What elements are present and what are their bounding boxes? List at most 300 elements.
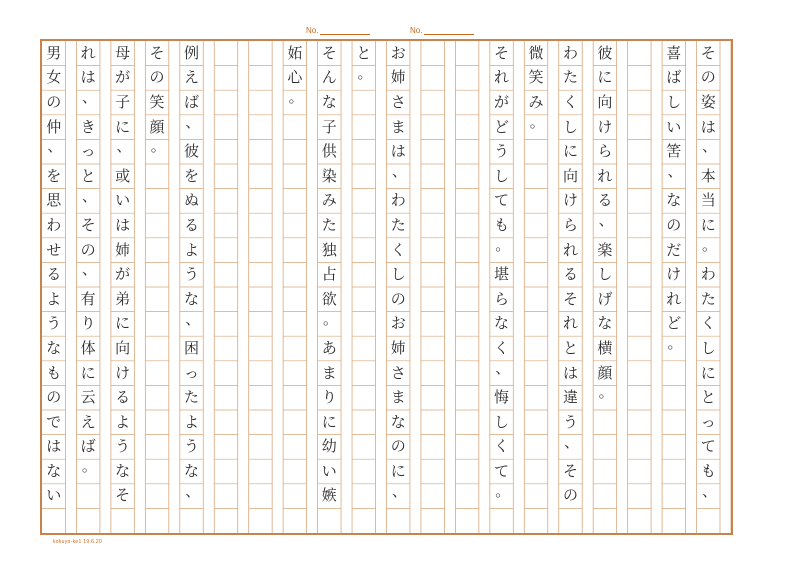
manuscript-cell — [455, 508, 478, 533]
manuscript-cell: お — [390, 314, 406, 333]
manuscript-cell — [662, 410, 685, 435]
manuscript-cell: 。 — [357, 63, 373, 82]
manuscript-cell — [421, 410, 444, 435]
manuscript-cell — [628, 238, 651, 263]
manuscript-cell: う — [46, 314, 62, 333]
manuscript-cell — [421, 312, 444, 337]
manuscript-cell — [524, 484, 547, 509]
manuscript-cell: は — [115, 215, 131, 234]
manuscript-cell: る — [562, 265, 578, 284]
manuscript-cell — [352, 312, 375, 337]
manuscript-cell — [421, 139, 444, 164]
manuscript-cell: あ — [321, 338, 337, 357]
manuscript-cell — [524, 189, 547, 214]
manuscript-cell: わ — [562, 43, 578, 62]
manuscript-cell: 。 — [81, 457, 97, 476]
manuscript-cell: ど — [494, 117, 510, 136]
manuscript-cell: し — [562, 117, 578, 136]
manuscript-cell: 、 — [81, 260, 97, 279]
manuscript-cell: た — [390, 215, 406, 234]
manuscript-cell — [214, 90, 237, 115]
manuscript-cell: け — [562, 191, 578, 210]
manuscript-cell: 。 — [529, 112, 545, 131]
manuscript-cell: 。 — [323, 309, 339, 328]
manuscript-cell — [283, 189, 306, 214]
manuscript-cell: も — [494, 215, 510, 234]
manuscript-cell: く — [700, 314, 716, 333]
manuscript-column — [387, 41, 410, 533]
manuscript-cell — [455, 238, 478, 263]
manuscript-cell — [455, 287, 478, 312]
manuscript-column — [180, 41, 203, 533]
manuscript-cell: ら — [494, 289, 510, 308]
manuscript-cell — [559, 508, 582, 533]
manuscript-cell — [421, 484, 444, 509]
manuscript-cell: ま — [390, 117, 406, 136]
manuscript-cell: れ — [562, 240, 578, 259]
manuscript-cell — [352, 385, 375, 410]
manuscript-cell — [662, 435, 685, 460]
manuscript-cell — [421, 213, 444, 238]
manuscript-column — [455, 41, 478, 533]
manuscript-cell — [283, 410, 306, 435]
manuscript-cell — [249, 385, 272, 410]
manuscript-cell — [593, 435, 616, 460]
manuscript-cell: く — [494, 338, 510, 357]
manuscript-cell — [214, 459, 237, 484]
manuscript-cell: は — [562, 363, 578, 382]
manuscript-cell: さ — [390, 92, 406, 111]
manuscript-cell — [283, 459, 306, 484]
manuscript-cell: の — [700, 68, 716, 87]
manuscript-cell: な — [184, 289, 200, 308]
manuscript-cell: 。 — [495, 235, 511, 254]
manuscript-cell: た — [321, 215, 337, 234]
manuscript-cell: 顔 — [597, 363, 613, 382]
manuscript-cell — [524, 361, 547, 386]
number-line-1 — [320, 26, 370, 35]
manuscript-cell: 、 — [47, 137, 63, 156]
manuscript-cell — [249, 115, 272, 140]
manuscript-cell: 。 — [288, 88, 304, 107]
manuscript-cell — [352, 435, 375, 460]
manuscript-cell — [283, 213, 306, 238]
manuscript-cell: 染 — [321, 166, 337, 185]
manuscript-cell — [283, 484, 306, 509]
manuscript-cell — [76, 508, 99, 533]
manuscript-column — [662, 41, 685, 533]
manuscript-cell: う — [184, 437, 200, 456]
manuscript-cell: 、 — [598, 211, 614, 230]
manuscript-cell — [352, 336, 375, 361]
manuscript-cell — [352, 508, 375, 533]
manuscript-cell: 姉 — [390, 338, 406, 357]
manuscript-cell: 向 — [562, 166, 578, 185]
manuscript-cell: ば — [80, 437, 96, 456]
manuscript-cell — [628, 484, 651, 509]
manuscript-cell — [145, 459, 168, 484]
manuscript-cell: に — [700, 215, 716, 234]
manuscript-cell: 幼 — [321, 437, 337, 456]
manuscript-cell — [249, 213, 272, 238]
manuscript-cell — [352, 361, 375, 386]
manuscript-cell: し — [597, 265, 613, 284]
manuscript-cell: な — [115, 461, 131, 480]
manuscript-cell: よ — [115, 412, 131, 431]
manuscript-cell: さ — [390, 363, 406, 382]
manuscript-cell — [387, 508, 410, 533]
manuscript-cell — [249, 508, 272, 533]
manuscript-cell — [145, 410, 168, 435]
manuscript-cell — [352, 164, 375, 189]
manuscript-cell: の — [390, 437, 406, 456]
manuscript-cell — [145, 508, 168, 533]
manuscript-cell: 顔 — [149, 117, 165, 136]
manuscript-cell — [662, 508, 685, 533]
manuscript-cell — [352, 238, 375, 263]
manuscript-cell: 楽 — [597, 240, 613, 259]
manuscript-cell — [249, 410, 272, 435]
manuscript-cell: え — [80, 412, 96, 431]
manuscript-cell: け — [115, 363, 131, 382]
manuscript-cell — [628, 115, 651, 140]
manuscript-cell: 子 — [115, 92, 131, 111]
manuscript-cell: 違 — [562, 388, 578, 407]
manuscript-cell: げ — [597, 289, 613, 308]
manuscript-cell: 男 — [46, 43, 62, 62]
manuscript-cell: と — [80, 166, 96, 185]
manuscript-column — [524, 41, 547, 533]
manuscript-cell — [180, 508, 203, 533]
manuscript-cell: ど — [666, 314, 682, 333]
manuscript-cell — [145, 336, 168, 361]
manuscript-cell: る — [115, 388, 131, 407]
manuscript-cell: 女 — [46, 68, 62, 87]
manuscript-cell — [249, 238, 272, 263]
manuscript-cell: う — [184, 265, 200, 284]
manuscript-cell: な — [666, 191, 682, 210]
manuscript-cell — [593, 484, 616, 509]
manuscript-cell — [111, 508, 134, 533]
manuscript-cell: の — [390, 289, 406, 308]
manuscript-cell: 微 — [528, 43, 544, 62]
manuscript-cell — [283, 385, 306, 410]
manuscript-cell: に — [321, 412, 337, 431]
manuscript-cell: 云 — [80, 388, 96, 407]
manuscript-cell: 占 — [321, 265, 337, 284]
manuscript-cell: い — [115, 191, 131, 210]
manuscript-column — [490, 41, 513, 533]
manuscript-cell: れ — [597, 166, 613, 185]
manuscript-cell: 有 — [80, 289, 96, 308]
manuscript-cell — [628, 459, 651, 484]
manuscript-cell — [455, 41, 478, 66]
manuscript-cell: 、 — [81, 88, 97, 107]
manuscript-cell: え — [184, 68, 200, 87]
manuscript-cell — [283, 139, 306, 164]
manuscript-cell: し — [666, 92, 682, 111]
manuscript-cell: な — [184, 461, 200, 480]
manuscript-cell — [524, 213, 547, 238]
manuscript-cell — [421, 238, 444, 263]
manuscript-cell: 彼 — [184, 142, 200, 161]
manuscript-cell: れ — [666, 289, 682, 308]
manuscript-cell — [214, 361, 237, 386]
manuscript-cell — [214, 410, 237, 435]
manuscript-cell: 困 — [184, 338, 200, 357]
manuscript-cell: 母 — [115, 43, 131, 62]
manuscript-column — [214, 41, 237, 533]
manuscript-cell — [593, 508, 616, 533]
manuscript-cell — [455, 139, 478, 164]
manuscript-cell — [249, 189, 272, 214]
manuscript-cell: く — [494, 437, 510, 456]
manuscript-cell — [455, 361, 478, 386]
manuscript-cell: い — [321, 461, 337, 480]
manuscript-cell — [352, 410, 375, 435]
manuscript-cell — [421, 459, 444, 484]
manuscript-cell: 妬 — [287, 43, 303, 62]
manuscript-cell: て — [700, 437, 716, 456]
manuscript-cell — [249, 435, 272, 460]
manuscript-cell: ら — [597, 142, 613, 161]
manuscript-cell: 筈 — [666, 142, 682, 161]
manuscript-cell: が — [115, 68, 131, 87]
manuscript-cell — [249, 287, 272, 312]
manuscript-cell: り — [321, 388, 337, 407]
manuscript-cell — [249, 164, 272, 189]
manuscript-cell: は — [46, 437, 62, 456]
manuscript-cell — [214, 508, 237, 533]
manuscript-cell — [455, 66, 478, 91]
manuscript-cell: の — [562, 486, 578, 505]
manuscript-cell: 当 — [700, 191, 716, 210]
manuscript-cell — [249, 90, 272, 115]
manuscript-cell — [524, 139, 547, 164]
manuscript-cell — [490, 508, 513, 533]
manuscript-cell — [628, 164, 651, 189]
manuscript-cell: し — [494, 166, 510, 185]
manuscript-cell: っ — [700, 412, 716, 431]
manuscript-cell — [628, 312, 651, 337]
manuscript-cell — [662, 459, 685, 484]
manuscript-cell: を — [46, 166, 62, 185]
manuscript-cell: 姿 — [700, 92, 716, 111]
manuscript-cell: そ — [149, 43, 165, 62]
manuscript-cell: よ — [184, 412, 200, 431]
manuscript-cell: 嫉 — [321, 486, 337, 505]
manuscript-cell — [524, 312, 547, 337]
manuscript-cell — [421, 287, 444, 312]
manuscript-cell — [628, 336, 651, 361]
manuscript-cell — [352, 115, 375, 140]
manuscript-cell: そ — [562, 461, 578, 480]
manuscript-cell: 、 — [564, 432, 580, 451]
manuscript-cell: な — [390, 412, 406, 431]
manuscript-cell: も — [700, 461, 716, 480]
manuscript-cell: っ — [184, 363, 200, 382]
manuscript-cell: り — [80, 314, 96, 333]
manuscript-cell — [455, 484, 478, 509]
manuscript-cell: に — [390, 461, 406, 480]
manuscript-cell: 体 — [80, 338, 96, 357]
manuscript-cell: る — [597, 191, 613, 210]
manuscript-cell: そ — [700, 43, 716, 62]
manuscript-cell: の — [666, 215, 682, 234]
number-line-2 — [424, 26, 474, 35]
manuscript-cell: は — [80, 68, 96, 87]
manuscript-cell: 。 — [701, 235, 717, 254]
manuscript-cell — [249, 66, 272, 91]
manuscript-cell — [593, 459, 616, 484]
manuscript-cell: く — [562, 92, 578, 111]
manuscript-cell — [249, 484, 272, 509]
manuscript-cell: 笑 — [528, 68, 544, 87]
manuscript-cell — [283, 336, 306, 361]
manuscript-cell — [455, 189, 478, 214]
manuscript-cell: 、 — [391, 481, 407, 500]
manuscript-cell — [628, 385, 651, 410]
manuscript-cell — [628, 66, 651, 91]
manuscript-cell — [455, 410, 478, 435]
manuscript-cell: そ — [115, 486, 131, 505]
manuscript-cell: く — [390, 240, 406, 259]
manuscript-cell: ま — [390, 388, 406, 407]
manuscript-cell — [214, 66, 237, 91]
manuscript-cell: の — [46, 92, 62, 111]
manuscript-cell: と — [356, 43, 372, 62]
manuscript-cell: 思 — [46, 191, 62, 210]
manuscript-cell — [214, 189, 237, 214]
manuscript-cell — [628, 41, 651, 66]
manuscript-cell: い — [666, 117, 682, 136]
manuscript-cell: 供 — [321, 142, 337, 161]
manuscript-cell — [421, 361, 444, 386]
manuscript-cell: ば — [184, 92, 200, 111]
manuscript-cell: わ — [700, 265, 716, 284]
manuscript-cell: ら — [562, 215, 578, 234]
manuscript-cell — [421, 90, 444, 115]
manuscript-cell — [249, 336, 272, 361]
manuscript-cell — [628, 139, 651, 164]
manuscript-cell: う — [494, 142, 510, 161]
manuscript-cell: の — [149, 68, 165, 87]
manuscript-cell: 堪 — [494, 265, 510, 284]
manuscript-cell: て — [494, 461, 510, 480]
manuscript-cell — [145, 238, 168, 263]
manuscript-cell: が — [115, 265, 131, 284]
manuscript-cell — [524, 410, 547, 435]
manuscript-cell — [145, 262, 168, 287]
manuscript-cell: 、 — [701, 137, 717, 156]
manuscript-cell — [662, 385, 685, 410]
manuscript-cell — [455, 164, 478, 189]
manuscript-cell: し — [494, 412, 510, 431]
manuscript-cell: 本 — [700, 166, 716, 185]
manuscript-column — [352, 41, 375, 533]
manuscript-cell: 悔 — [494, 388, 510, 407]
manuscript-cell: と — [700, 388, 716, 407]
number-label-1: No. — [306, 26, 319, 35]
manuscript-cell: 、 — [667, 161, 683, 180]
manuscript-cell: の — [46, 388, 62, 407]
manuscript-cell — [249, 459, 272, 484]
manuscript-cell: そ — [80, 215, 96, 234]
manuscript-cell: 、 — [185, 112, 201, 131]
manuscript-cell — [145, 164, 168, 189]
manuscript-cell: し — [390, 265, 406, 284]
manuscript-cell — [352, 213, 375, 238]
manuscript-cell — [455, 459, 478, 484]
manuscript-cell: な — [597, 314, 613, 333]
manuscript-cell — [352, 90, 375, 115]
manuscript-cell: み — [528, 92, 544, 111]
manuscript-cell: き — [80, 117, 96, 136]
manuscript-cell — [628, 189, 651, 214]
manuscript-column — [145, 41, 168, 533]
manuscript-cell — [628, 262, 651, 287]
manuscript-cell — [145, 435, 168, 460]
manuscript-cell — [697, 508, 720, 533]
manuscript-cell: る — [184, 215, 200, 234]
manuscript-cell — [455, 385, 478, 410]
manuscript-cell — [455, 435, 478, 460]
manuscript-cell: 独 — [321, 240, 337, 259]
manuscript-cell: 。 — [667, 334, 683, 353]
manuscript-cell: に — [562, 142, 578, 161]
manuscript-cell — [421, 262, 444, 287]
manuscript-cell — [421, 435, 444, 460]
manuscript-cell — [214, 213, 237, 238]
manuscript-cell: ぬ — [184, 191, 200, 210]
manuscript-cell — [283, 238, 306, 263]
manuscript-cell: っ — [80, 142, 96, 161]
manuscript-cell: う — [562, 412, 578, 431]
manuscript-cell — [628, 213, 651, 238]
manuscript-cell — [524, 459, 547, 484]
manuscript-cell: を — [184, 166, 200, 185]
manuscript-cell: が — [494, 92, 510, 111]
manuscript-cell — [214, 41, 237, 66]
manuscript-cell: う — [115, 437, 131, 456]
manuscript-cell: に — [700, 363, 716, 382]
number-label-2: No. — [410, 26, 423, 35]
manuscript-cell — [524, 164, 547, 189]
manuscript-cell — [421, 385, 444, 410]
manuscript-cell — [145, 385, 168, 410]
manuscript-cell — [455, 213, 478, 238]
manuscript-cell: な — [46, 338, 62, 357]
number-field-2 — [410, 26, 474, 40]
manuscript-cell: も — [46, 363, 62, 382]
manuscript-cell — [524, 262, 547, 287]
manuscript-cell — [214, 484, 237, 509]
manuscript-cell: し — [700, 338, 716, 357]
manuscript-cell: 、 — [81, 186, 97, 205]
manuscript-cell: わ — [390, 191, 406, 210]
manuscript-cell: け — [666, 265, 682, 284]
manuscript-cell: 向 — [597, 92, 613, 111]
manuscript-cell — [455, 312, 478, 337]
manuscript-cell: 仲 — [46, 117, 62, 136]
manuscript-cell — [283, 115, 306, 140]
manuscript-cell: れ — [80, 43, 96, 62]
manuscript-cell — [593, 410, 616, 435]
manuscript-cell: 。 — [150, 137, 166, 156]
manuscript-cell: 。 — [495, 481, 511, 500]
manuscript-cell — [145, 189, 168, 214]
manuscript-cell: に — [115, 314, 131, 333]
